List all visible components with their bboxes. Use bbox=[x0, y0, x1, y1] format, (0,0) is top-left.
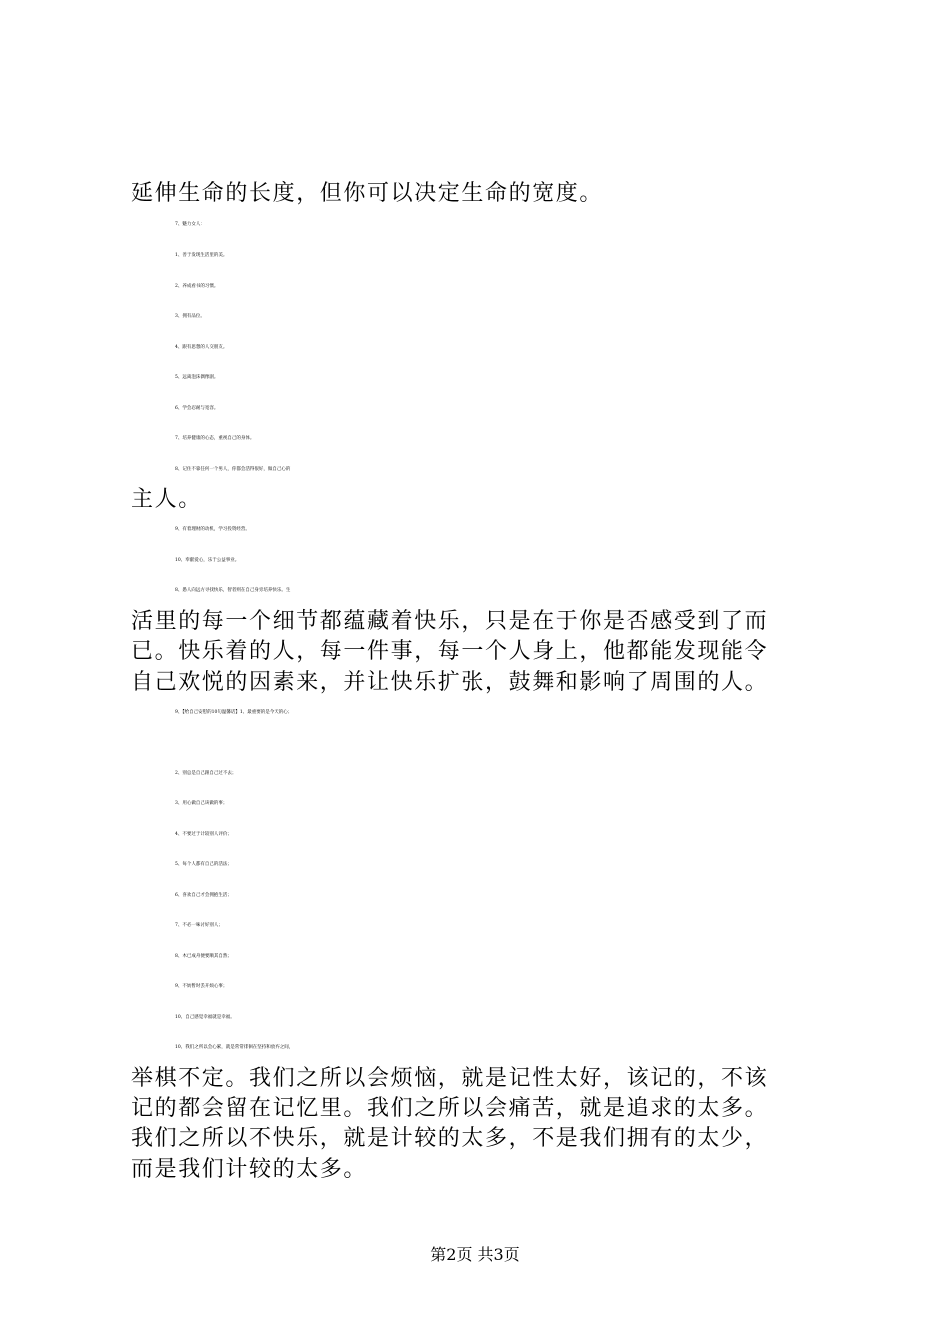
text-line: 5、远离泡沫偶像剧。 bbox=[175, 375, 219, 380]
text-line: 4、不要过于计较别人评价； bbox=[175, 832, 232, 837]
text-line: 7、培养健康的心态，重视自己的身体。 bbox=[175, 436, 255, 441]
text-line: 3、拥有品位。 bbox=[175, 314, 205, 319]
text-line: 9、【给自己安慰的10句温馨话】1、最重要的是今天的心； bbox=[175, 710, 293, 715]
text-line: 2、别总是自己跟自己过不去； bbox=[175, 771, 237, 776]
page-footer: 第2页 共3页 bbox=[430, 1245, 520, 1264]
text-line: 6、学会忍耐与宽容。 bbox=[175, 406, 219, 411]
text-line: 自己欢悦的因素来，并让快乐扩张，鼓舞和影响了周围的人。 bbox=[131, 670, 769, 695]
text-line: 8、记住不靠任何一个男人，你都会活得很好，做自己心的 bbox=[175, 467, 291, 472]
text-line: 8、愚人向远方寻找快乐，智者则在自己身旁培养快乐。生 bbox=[175, 588, 291, 593]
text-line: 9、不妨暂时丢开烦心事； bbox=[175, 984, 228, 989]
text-line: 举棋不定。我们之所以会烦恼，就是记性太好，该记的，不该 bbox=[131, 1066, 769, 1091]
text-line: 延伸生命的长度，但你可以决定生命的宽度。 bbox=[131, 181, 604, 206]
text-line: 而是我们计较的太多。 bbox=[131, 1157, 368, 1182]
text-line: 主人。 bbox=[131, 487, 202, 512]
text-line: 10、我们之所以会心累，就是常常徘徊在坚持和放弃之间， bbox=[175, 1045, 294, 1050]
text-line: 记的都会留在记忆里。我们之所以会痛苦，就是追求的太多。 bbox=[131, 1096, 769, 1121]
text-line: 10、奉献爱心，乐于公益事业。 bbox=[175, 558, 240, 563]
text-line: 7、魅力女人： bbox=[175, 222, 205, 227]
text-line: 1、善于发现生活里的美。 bbox=[175, 253, 228, 258]
text-line: 9、有着理财的动机，学习投资经营。 bbox=[175, 527, 250, 532]
text-line: 已。快乐着的人，每一件事，每一个人身上，他都能发现能令 bbox=[131, 639, 769, 664]
text-line: 5、每个人都有自己的活法； bbox=[175, 862, 232, 867]
text-line: 我们之所以不快乐，就是计较的太多，不是我们拥有的太少， bbox=[131, 1126, 769, 1151]
text-line: 2、养成看书的习惯。 bbox=[175, 284, 219, 289]
text-line: 4、跟有思想的人交朋友。 bbox=[175, 345, 228, 350]
text-line: 6、喜欢自己才会拥抱生活； bbox=[175, 893, 232, 898]
text-line: 3、用心做自己该做的事； bbox=[175, 801, 228, 806]
text-line: 活里的每一个细节都蕴藏着快乐，只是在于你是否感受到了而 bbox=[131, 609, 769, 634]
text-line: 8、木已成舟便要顺其自然； bbox=[175, 954, 232, 959]
text-line: 7、不必一味讨好别人； bbox=[175, 923, 223, 928]
text-line: 10、自己感觉幸福就是幸福。 bbox=[175, 1015, 235, 1020]
